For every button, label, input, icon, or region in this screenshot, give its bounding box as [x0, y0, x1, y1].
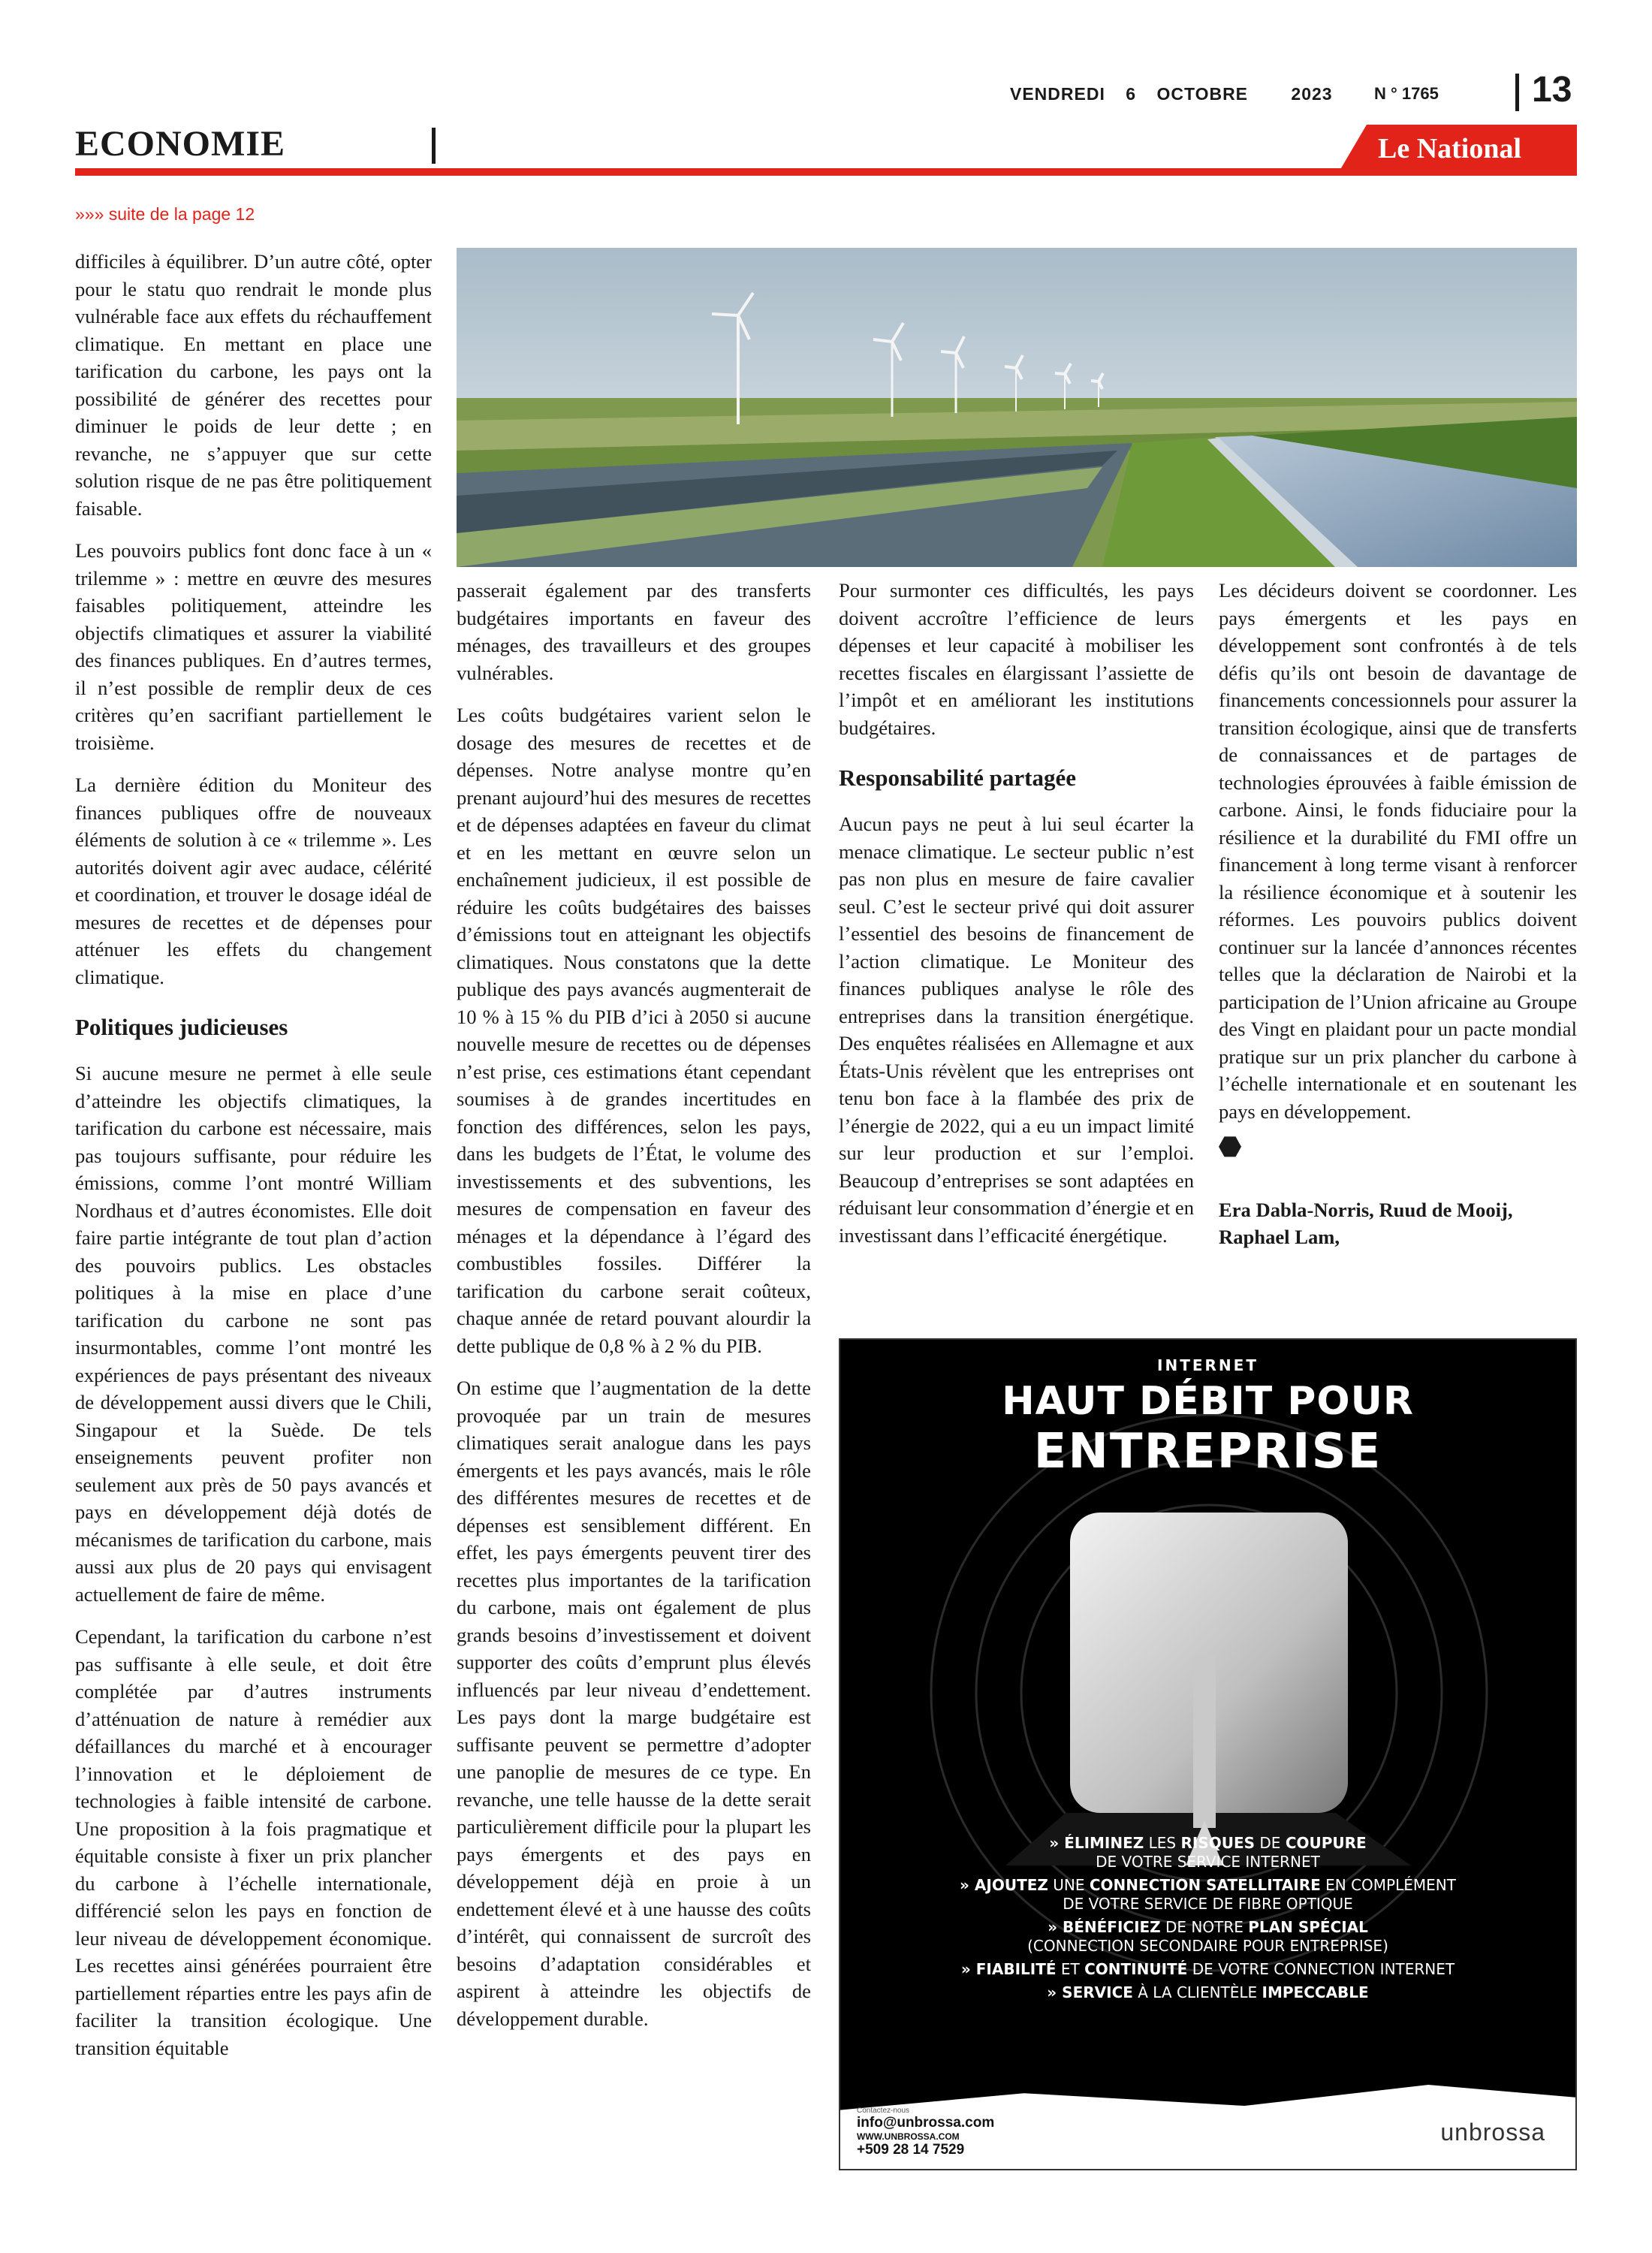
- article-column-2: [457, 577, 811, 2047]
- section-divider: [432, 128, 436, 164]
- ad-benefit: » FIABILITÉ ET CONTINUITÉ DE VOTRE CONNECTION INTERNET: [960, 1960, 1455, 1978]
- date-number: 6: [1126, 84, 1137, 104]
- issue-date: [1010, 84, 1348, 104]
- wind-farm-photo: [457, 248, 1577, 567]
- page-number: 13: [1532, 70, 1572, 110]
- continued-from-label: »»» suite de la page 12: [75, 204, 255, 224]
- paragraph: Les décideurs doivent se coordonner. Les pays émergents et les pays en développement sont confrontés à de tels défis qu’ils ont besoin de davantage de financements concessionnels pour assurer la transition écologique, ainsi que de transferts de connaissances et de partages de technologies éprouvées à faible émission de carbone. Ainsi, le fonds fiduciaire pour la résilience et la durabilité du FMI offre un financement à long terme visant à renforcer la résilience économique et à soutenir les réformes. Les pouvoirs publics doivent continuer sur la lancée d’annonces récentes telles que la déclaration de Nairobi et la participation de l’Union africaine au Groupe des Vingt en plaidant pour un pacte mondial pratique sur un prix plancher du carbone à l’échelle internationale et en soutenant les pays en développement.: [1219, 579, 1577, 1123]
- paragraph: On estime que l’augmentation de la dette provoquée par un train de mesures climatiques serait analogue dans les pays émergents et les pays avancés, mais le rôle des différentes mesures de recettes et de dépenses est sensiblement différent. En effet, les pays émergents peuvent tirer des recettes plus importantes de la tarification du carbone, mais ont également de plus grands besoins d’investissement et doivent supporter des coûts d’emprunt plus élevés influencés par leur niveau d’endettement. Les pays dont la marge budgétaire est suffisante peuvent se permettre d’adopter une panoplie de mesures de ce type. En revanche, une telle hausse de la dette serait particulièrement difficile pour la plupart les pays émergents et des pays en développement déjà en proie à un endettement élevé et à une hausse des coûts d’intérêt, qui connaissent de surcroît des besoins d’adaptation considérables et aspirent à atteindre les objectifs de développement durable.: [457, 1377, 811, 2030]
- paragraph: Pour surmonter ces difficultés, les pays doivent accroître l’efficience de leurs dépenses et leur capacité à mobiliser les recettes fiscales en élargissant l’assiette de l’impôt et en améliorant les institutions budgétaires.: [839, 579, 1194, 739]
- paragraph: Les coûts budgétaires varient selon le dosage des mesures de recettes et de dépenses. Notre analyse montre qu’en prenant aujourd’hui des mesures de recettes et de dépenses adaptées en faveur du climat et en les mettant en œuvre selon un enchaînement judicieux, il est possible de réduire les coûts budgétaires des baisses d’émissions tout en atteignant les objectifs climatiques. Nous constatons que la dette publique des pays avancés augmenterait de 10 % à 15 % du PIB d’ici à 2050 si aucune nouvelle mesure de recettes ou de dépenses n’est prise, ces estimations étant cependant soumises à de grandes incertitudes en fonction des différences, selon les pays, dans les budgets de l’État, le volume des investissements et des subventions, les mesures de compensation en faveur des ménages et la dépendance à l’égard des combustibles fossiles. Différer la tarification du carbone serait coûteux, chaque année de retard pouvant alourdir la dette publique de 0,8 % à 2 % du PIB.: [457, 704, 811, 1357]
- paragraph: La dernière édition du Moniteur des finances publiques offre de nouveaux éléments de solution à ce « trilemme ». Les autorités doivent agir avec audace, célérité et coordination, et trouver le dosage idéal de mesures de recettes et de dépenses pour atténuer les effets du changement climatique.: [75, 774, 432, 988]
- section-title: ECONOMIE: [75, 124, 286, 164]
- ad-website: WWW.UNBROSSA.COM: [857, 2131, 960, 2142]
- ad-benefit: » BÉNÉFICIEZ DE NOTRE PLAN SPÉCIAL (CONNECTION SECONDAIRE POUR ENTREPRISE): [1027, 1918, 1388, 1955]
- article-column-4: [1219, 577, 1577, 1266]
- internet-advertisement: [839, 1338, 1577, 2170]
- ad-email: info@unbrossa.com: [857, 2115, 995, 2131]
- ad-title-line-1: HAUT DÉBIT POUR: [1002, 1379, 1414, 1424]
- ad-benefit: » SERVICE À LA CLIENTÈLE IMPECCABLE: [1047, 1983, 1369, 2001]
- date-month: OCTOBRE: [1156, 84, 1249, 104]
- article-column-3: [839, 577, 1194, 1264]
- date-day: VENDREDI: [1010, 84, 1105, 104]
- subheading-responsabilite: Responsabilité partagée: [839, 765, 1077, 791]
- ad-benefits-list: [840, 1834, 1575, 2007]
- paragraph: Si aucune mesure ne permet à elle seule d’atteindre les objectifs climatiques, la tarification du carbone est nécessaire, mais pas toujours suffisante, pour réduire les émissions, comme l’ont montré William Nordhaus et d’autres économistes. Elle doit faire partie intégrante de tout plan d’action des pouvoirs publics. Les obstacles politiques à la mise en place d’une tarification du carbone ne sont pas insurmontables, comme l’ont montré les expériences de pays présentant des niveaux de développement aussi divers que le Chili, Singapour et la Suède. De tels enseignements peuvent profiter non seulement aux près de 50 pays avancés et pays en développement déjà dotés de mécanismes de tarification du carbone, mais aussi aux plus de 20 pays qui envisagent actuellement de faire de même.: [75, 1062, 432, 1606]
- advertiser-logo: unbrossa: [1440, 2119, 1545, 2146]
- ad-benefit: » ÉLIMINEZ LES RISQUES DE COUPURE DE VOTRE SERVICE INTERNET: [1049, 1834, 1367, 1871]
- subheading-politiques: Politiques judicieuses: [75, 1014, 288, 1040]
- issue-number: N ° 1765: [1374, 84, 1439, 103]
- ad-kicker: INTERNET: [1157, 1356, 1259, 1374]
- paragraph: Cependant, la tarification du carbone n’est pas suffisante à elle seule, et doit être complétée par d’autres instruments d’atténuation de nature à remédier aux défaillances du marché et à encourager l’innovation et le déploiement de technologies à faible intensité de carbone. Une proposition à la fois pragmatique et équitable consiste à fixer un prix plancher du carbone à l’échelle internationale, différencié selon les pays en fonction de leur niveau de développement économique. Les recettes ainsi générées pourraient être partiellement réparties entre les pays afin de faciliter la transition écologique. Une transition équitable: [75, 1625, 432, 2059]
- end-mark-row: [1219, 1131, 1577, 1159]
- ad-phone: +509 28 14 7529: [857, 2142, 965, 2158]
- ad-contact-label: Contactez-nous: [857, 2107, 910, 2115]
- newspaper-brand: Le National: [1378, 133, 1522, 164]
- ad-benefit: » AJOUTEZ UNE CONNECTION SATELLITAIRE EN COMPLÉMENT DE VOTRE SERVICE DE FIBRE OPTIQUE: [960, 1876, 1456, 1913]
- article-column-1: [75, 248, 432, 2077]
- ad-contact-block: [857, 2107, 994, 2158]
- end-of-article-icon: [1219, 1136, 1241, 1158]
- paragraph: passerait également par des transferts budgétaires importants en faveur des ménages, des travailleurs et des groupes vulnérables.: [457, 579, 811, 684]
- paragraph: Les pouvoirs publics font donc face à un « trilemme » : mettre en œuvre des mesures faisables politiquement, atteindre les objectifs climatiques et assurer la viabilité des finances publiques. En d’autres termes, il n’est possible de remplir deux de ces critères qu’en sacrifiant partiellement le troisième.: [75, 539, 432, 754]
- article-authors: Era Dabla-Norris, Ruud de Mooij, Raphael Lam,: [1219, 1198, 1513, 1248]
- paragraph: Aucun pays ne peut à lui seul écarter la menace climatique. Le secteur public n’est pas non plus en mesure de faire cavalier seul. C’est le secteur privé qui doit assurer l’essentiel des besoins de financement de l’action climatique. Le Moniteur des finances publiques analyse le rôle des entreprises dans la transition énergétique. Des enquêtes réalisées en Allemagne et aux États-Unis révèlent que les entreprises ont tenu bon face à la flambée des prix de l’énergie de 2022, qui a eu un impact limité sur leur production et sur l’emploi. Beaucoup d’entreprises se sont adaptées en réduisant leur consommation d’énergie et en investissant dans l’efficacité énergétique.: [839, 813, 1194, 1247]
- header-divider: [1515, 74, 1519, 111]
- ad-title-line-2: ENTREPRISE: [1033, 1424, 1382, 1479]
- date-year: 2023: [1291, 84, 1333, 104]
- paragraph: difficiles à équilibrer. D’un autre côté, opter pour le statu quo rendrait le monde plus vulnérable face aux effets du réchauffement climatique. En mettant en place une tarification du carbone, les pays ont la possibilité de générer des recettes pour diminuer le poids de leur dette ; en revanche, ne s’appuyer que sur cette solution risque de ne pas être politiquement faisable.: [75, 250, 432, 520]
